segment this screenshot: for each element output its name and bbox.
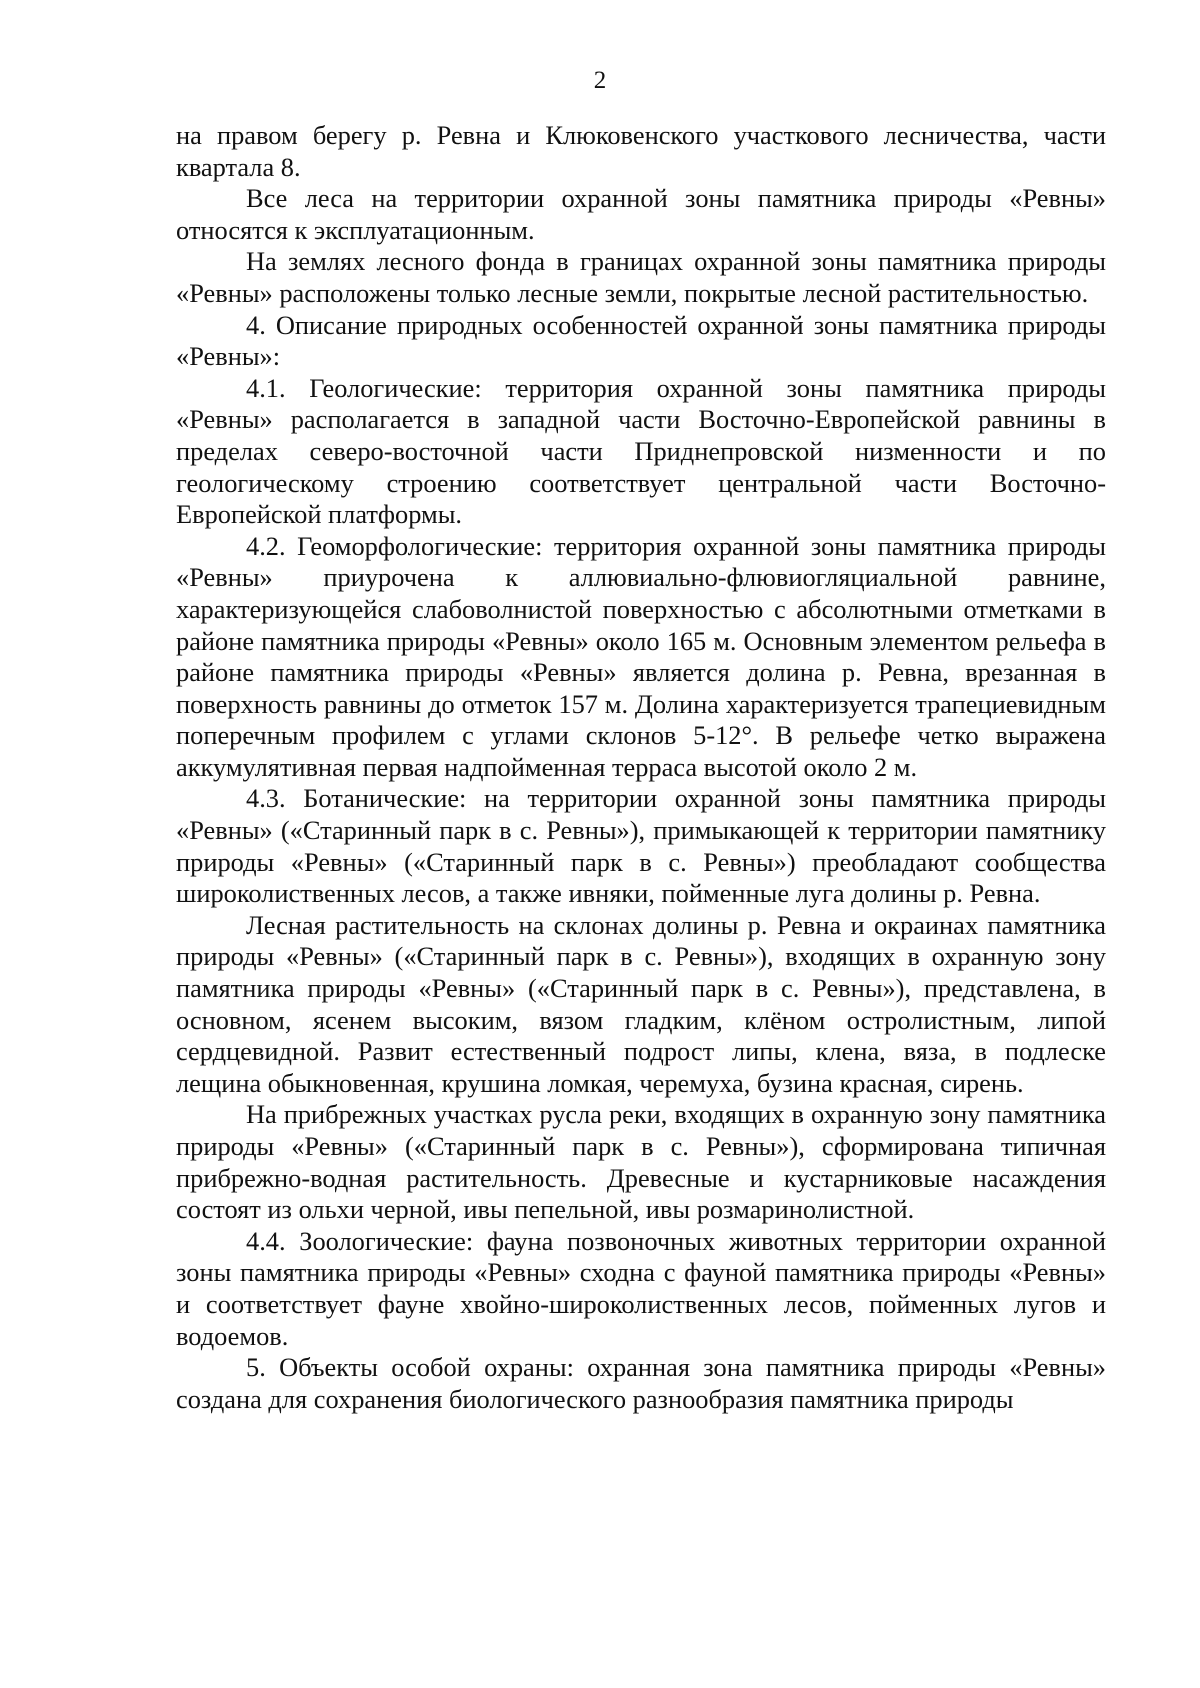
paragraph-protection-objects: 5. Объекты особой охраны: охранная зона памятника природы «Ревны» создана для сохранения биологического разнообразия памятника природы — [176, 1352, 1106, 1414]
paragraph-forest-vegetation: Лесная растительность на склонах долины р. Ревна и окраинах памятника природы «Ревны» («Старинный парк в с. Ревны»), входящих в охранную зону памятника природы «Ревны» («Старинный парк в с. Ревны»), представлена, в основном, ясенем высоким, вязом гладким, клёном остролистным, липой сердцевидной. Развит естественный подрост липы, клена, вяза, в подлеске лещина обыкновенная, крушина ломкая, черемуха, бузина красная, сирень. — [176, 909, 1106, 1098]
document-body — [176, 120, 1106, 1415]
paragraph-geomorphological: 4.2. Геоморфологические: территория охранной зоны памятника природы «Ревны» приурочена к аллювиально-флювиогляциальной равнине, характеризующейся слабоволнистой поверхностью с абсолютными отметками в районе памятника природы «Ревны» около 165 м. Основным элементом рельефа в районе памятника природы «Ревны» является долина р. Ревна, врезанная в поверхность равнины до отметок 157 м. Долина характеризуется трапециевидным поперечным профилем с углами склонов 5-12°. В рельефе четко выражена аккумулятивная первая надпойменная терраса высотой около 2 м. — [176, 530, 1106, 782]
page-number: 2 — [593, 67, 607, 94]
paragraph-riparian-vegetation: На прибрежных участках русла реки, входящих в охранную зону памятника природы «Ревны» («Старинный парк в с. Ревны»), сформирована типичная прибрежно-водная растительность. Древесные и кустарниковые насаждения состоят из ольхи черной, ивы пепельной, ивы розмаринолистной. — [176, 1099, 1106, 1225]
paragraph-continuation: на правом берегу р. Ревна и Клюковенского участкового лесничества, части квартала 8. — [176, 120, 1106, 182]
paragraph-forests-operational: Все леса на территории охранной зоны памятника природы «Ревны» относятся к эксплуатационным. — [176, 183, 1106, 245]
paragraph-geological: 4.1. Геологические: территория охранной зоны памятника природы «Ревны» располагается в западной части Восточно-Европейской равнины в пределах северо-восточной части Приднепровской низменности и по геологическому строению соответствует центральной части Восточно-Европейской платформы. — [176, 372, 1106, 530]
paragraph-botanical: 4.3. Ботанические: на территории охранной зоны памятника природы «Ревны» («Старинный парк в с. Ревны»), примыкающей к территории памятнику природы «Ревны» («Старинный парк в с. Ревны») преобладают сообщества широколиственных лесов, а также ивняки, пойменные луга долины р. Ревна. — [176, 783, 1106, 909]
paragraph-zoological: 4.4. Зоологические: фауна позвоночных животных территории охранной зоны памятника природы «Ревны» сходна с фауной памятника природы «Ревны» и соответствует фауне хвойно-широколиственных лесов, пойменных лугов и водоемов. — [176, 1225, 1106, 1351]
paragraph-forest-lands: На землях лесного фонда в границах охранной зоны памятника природы «Ревны» расположены только лесные земли, покрытые лесной растительностью. — [176, 246, 1106, 308]
section-heading-natural-features: 4. Описание природных особенностей охранной зоны памятника природы «Ревны»: — [176, 309, 1106, 372]
